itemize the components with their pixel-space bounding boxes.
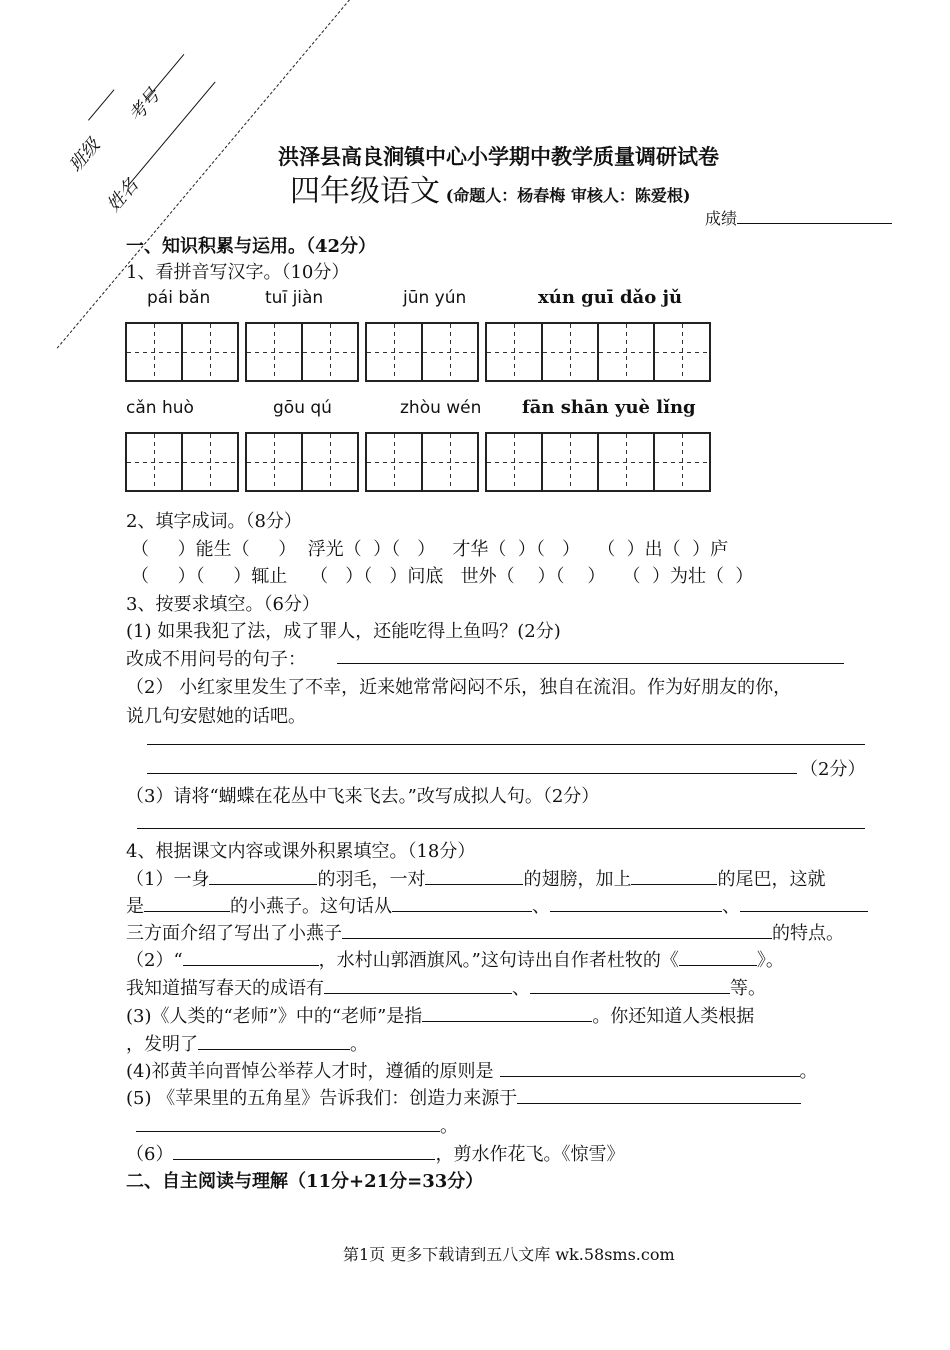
fill-blank[interactable] [422,1003,592,1022]
q4-line-2 [126,892,868,918]
grid-group [485,432,711,492]
grid-group [245,432,359,492]
q1-label: 1、看拼音写汉字。（10分） [126,262,350,283]
writing-cell[interactable] [485,432,543,492]
text: 是 [126,896,144,917]
text: 的羽毛，一对 [317,869,426,890]
text: 。 [440,1116,458,1137]
q2-label: 2、填字成词。（8分） [126,511,302,532]
page-footer: 第1页 更多下载请到五八文库 wk.58sms.com [343,1245,675,1264]
writing-cell[interactable] [245,432,303,492]
fill-blank[interactable] [183,947,319,966]
grid-group [365,432,479,492]
text: 、 [722,896,740,917]
text: 》。 [756,950,784,971]
writing-cell[interactable] [653,432,711,492]
fill-blank[interactable] [530,975,730,994]
text: ，发明了 [126,1034,198,1055]
answer-line[interactable] [337,663,844,664]
text: ，剪水作花飞。《惊雪》 [435,1144,625,1165]
answer-line[interactable] [137,828,865,829]
grid-group [485,322,711,382]
fill-blank[interactable] [517,1085,801,1104]
school-title: 洪泽县高良涧镇中心小学期中教学质量调研试卷 [278,144,719,169]
writing-cell[interactable] [485,322,543,382]
writing-cell[interactable] [365,322,423,382]
writing-cell[interactable] [125,322,183,382]
q3-label: 3、按要求填空。（6分） [126,594,320,615]
text: 的小燕子。这句话从 [230,896,392,917]
text: 。你还知道人类根据 [592,1006,755,1027]
q4-line-10 [136,1112,458,1138]
text: (5) 《苹果里的五角星》告诉我们：创造力来源于 [126,1088,518,1109]
fill-blank[interactable] [425,866,523,885]
grid-group [365,322,479,382]
writing-cell[interactable] [541,432,599,492]
text: （6） [126,1144,174,1165]
pinyin-1: pái bǎn [147,288,211,308]
text: (4)祁黄羊向晋悼公举荐人才时，遵循的原则是 [126,1061,494,1082]
writing-cell[interactable] [181,432,239,492]
text: ，水村山郭酒旗风。”这句诗出自作者杜牧的《 [318,950,679,971]
writing-cell[interactable] [181,322,239,382]
text: （2）“ [126,950,183,971]
text: 我知道描写春天的成语有 [126,978,324,999]
grade-title: 四年级语文 [290,174,440,209]
fill-blank[interactable] [342,920,772,939]
text: 、 [512,978,530,999]
text: 、 [532,896,550,917]
text: 的特点。 [772,923,844,944]
grade-title-row [290,166,690,210]
writing-cell[interactable] [421,432,479,492]
exam-no-label: 考号 [125,84,165,127]
q4-line-7 [126,1030,368,1056]
q4-line-5 [126,974,766,1000]
score-blank [737,205,892,224]
q4-line-4 [126,946,784,972]
section2-heading: 二、自主阅读与理解（11分+21分=33分） [126,1171,484,1192]
writing-cell[interactable] [597,432,655,492]
q4-line-3 [126,919,844,945]
fill-blank[interactable] [631,866,717,885]
q3-p3: （3）请将“蝴蝶在花丛中飞来飞去。”改写成拟人句。（2分） [126,786,600,807]
author-note: (命题人：杨春梅 审核人：陈爱根) [445,186,691,205]
answer-line[interactable] [147,744,865,745]
q4-line-1 [126,865,825,891]
q3-p2-score: （2分） [800,759,866,780]
fill-blank[interactable] [550,893,722,912]
answer-line[interactable] [147,773,797,774]
pinyin-8: fān shān yuè lǐng [522,397,696,418]
pinyin-3: jūn yún [403,288,467,308]
q3-p2b: 说几句安慰她的话吧。 [126,706,306,727]
writing-cell[interactable] [421,322,479,382]
writing-cell[interactable] [653,322,711,382]
pinyin-4: xún guī dǎo jǔ [538,287,683,308]
writing-cell[interactable] [301,322,359,382]
q4-line-6 [126,1002,754,1028]
q3-p2a: （2） 小红家里发生了不幸，近来她常常闷闷不乐，独自在流泪。作为好朋友的你， [126,677,792,698]
text: 。 [350,1034,368,1055]
text: 等。 [730,978,766,999]
fill-blank[interactable] [198,1031,350,1050]
writing-cell[interactable] [541,322,599,382]
section1-heading: 一、知识积累与运用。（42分） [126,236,377,257]
fill-blank[interactable] [144,893,230,912]
q4-line-9 [126,1084,801,1110]
fill-blank[interactable] [173,1141,435,1160]
fill-blank[interactable] [209,866,317,885]
q3-p1: (1) 如果我犯了法，成了罪人，还能吃得上鱼吗？(2分) [126,621,561,642]
text: 三方面介绍了写出了小燕子 [126,923,342,944]
q2-line-2: （ ）（ ）辄止 （ ）（ ）问底 世外（ ）（ ） （ ）为壮（ ） [131,566,754,587]
pinyin-7: zhòu wén [400,398,482,418]
q4-line-8 [126,1057,818,1083]
pinyin-2: tuī jiàn [265,288,324,308]
writing-grid-row-2 [125,432,717,492]
score-row [705,205,892,229]
text: (3)《人类的“老师”》中的“老师”是指 [126,1006,423,1027]
fill-blank[interactable] [679,947,757,966]
text: 的翅膀，加上 [523,869,632,890]
text: 的尾巴，这就 [717,869,826,890]
pinyin-5: cǎn huò [126,398,194,418]
writing-cell[interactable] [301,432,359,492]
grid-group [125,432,239,492]
writing-cell[interactable] [125,432,183,492]
fill-blank[interactable] [392,893,532,912]
text: 。 [799,1061,818,1082]
q4-label: 4、根据课文内容或课外积累填空。（18分） [126,841,476,862]
writing-grid-row-1 [125,322,717,382]
fill-blank[interactable] [324,975,512,994]
class-label: 班级 [65,134,105,177]
name-label: 姓名 [103,174,143,217]
class-blank [88,89,114,120]
fill-blank[interactable] [136,1113,440,1132]
q2-line-1: （ ）能生（ ） 浮光（ ）（ ） 才华（ ）（ ） （ ）出（ ）庐 [131,539,729,560]
score-label: 成绩 [705,209,738,228]
writing-cell[interactable] [365,432,423,492]
pinyin-6: gōu qú [273,398,332,418]
text: （1）一身 [126,869,210,890]
fill-blank[interactable] [500,1058,800,1077]
writing-cell[interactable] [597,322,655,382]
q3-p1-instr: 改成不用问号的句子： [126,649,306,670]
q4-line-11 [126,1140,624,1166]
grid-group [125,322,239,382]
exam-no-blank [145,54,184,101]
grid-group [245,322,359,382]
fill-blank[interactable] [740,893,868,912]
writing-cell[interactable] [245,322,303,382]
